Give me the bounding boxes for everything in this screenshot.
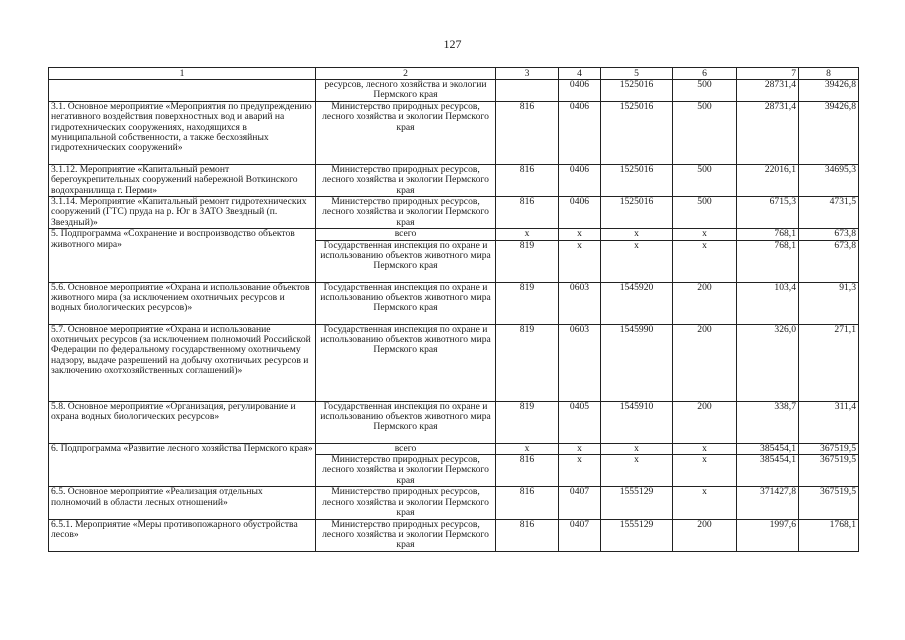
- page-number: 127: [443, 37, 462, 51]
- section-code-cell: x: [559, 240, 601, 282]
- section-code-cell: 0603: [559, 324, 601, 401]
- administrator-cell: Министерство природных ресурсов, лесного хозяйства и экологии Пермского края: [316, 197, 496, 229]
- administrator-cell: Министерство природных ресурсов, лесного хозяйства и экологии Пермского края: [316, 455, 496, 487]
- header-cell: 2: [316, 68, 496, 80]
- amount-col7-cell: 103,4: [737, 282, 799, 324]
- amount-col8-cell: 367519,5: [799, 455, 859, 487]
- section-code-cell: 0406: [559, 101, 601, 164]
- event-name-cell: 3.1.14. Мероприятие «Капитальный ремонт гидротехнических сооружений (ГТС) пруда на р. Юг в ЗАТО Звездный (п. Звездный)»: [49, 197, 316, 229]
- table-row: [49, 101, 859, 164]
- ministry-code-cell: x: [496, 229, 559, 240]
- expense-type-cell: 200: [673, 401, 737, 443]
- amount-col7-cell: 385454,1: [737, 443, 799, 454]
- target-article-cell: 1555129: [601, 487, 673, 519]
- expense-type-cell: 500: [673, 164, 737, 196]
- amount-col8-cell: 673,8: [799, 240, 859, 282]
- table-row: [49, 80, 859, 102]
- administrator-cell: Министерство природных ресурсов, лесного хозяйства и экологии Пермского края: [316, 487, 496, 519]
- table-row: [49, 401, 859, 443]
- section-code-cell: 0407: [559, 519, 601, 551]
- amount-col7-cell: 28731,4: [737, 101, 799, 164]
- ministry-code-cell: 816: [496, 164, 559, 196]
- header-cell: 7: [737, 68, 799, 80]
- ministry-code-cell: 816: [496, 487, 559, 519]
- expense-type-cell: 500: [673, 80, 737, 102]
- event-name-cell: 5.6. Основное мероприятие «Охрана и использование объектов животного мира (за исключением охотничьих ресурсов и водных биологических ресурсов)»: [49, 282, 316, 324]
- table-row: [49, 519, 859, 551]
- table-row: [49, 164, 859, 196]
- expense-type-cell: x: [673, 229, 737, 240]
- amount-col8-cell: 271,1: [799, 324, 859, 401]
- amount-col7-cell: 338,7: [737, 401, 799, 443]
- expense-type-cell: x: [673, 487, 737, 519]
- administrator-cell: Государственная инспекция по охране и использованию объектов животного мира Пермского края: [316, 240, 496, 282]
- section-code-cell: 0603: [559, 282, 601, 324]
- administrator-cell: Министерство природных ресурсов, лесного хозяйства и экологии Пермского края: [316, 101, 496, 164]
- header-cell: 8: [799, 68, 859, 80]
- amount-col7-cell: 6715,3: [737, 197, 799, 229]
- ministry-code-cell: 816: [496, 519, 559, 551]
- event-name-cell: 6. Подпрограмма «Развитие лесного хозяйства Пермского края»: [49, 443, 316, 487]
- table-row: [49, 282, 859, 324]
- amount-col8-cell: 367519,5: [799, 443, 859, 454]
- administrator-cell: Государственная инспекция по охране и использованию объектов животного мира Пермского края: [316, 282, 496, 324]
- amount-col8-cell: 39426,8: [799, 101, 859, 164]
- target-article-cell: x: [601, 455, 673, 487]
- header-cell: 6: [673, 68, 737, 80]
- header-cell: 4: [559, 68, 601, 80]
- ministry-code-cell: 816: [496, 197, 559, 229]
- table-row: [49, 229, 859, 240]
- ministry-code-cell: [496, 80, 559, 102]
- ministry-code-cell: 819: [496, 240, 559, 282]
- target-article-cell: 1525016: [601, 101, 673, 164]
- expense-type-cell: 500: [673, 197, 737, 229]
- amount-col8-cell: 34695,3: [799, 164, 859, 196]
- expense-type-cell: x: [673, 455, 737, 487]
- target-article-cell: 1545910: [601, 401, 673, 443]
- expense-type-cell: x: [673, 443, 737, 454]
- amount-col8-cell: 367519,5: [799, 487, 859, 519]
- header-row: [49, 68, 859, 80]
- target-article-cell: 1525016: [601, 80, 673, 102]
- amount-col8-cell: 39426,8: [799, 80, 859, 102]
- amount-col7-cell: 1997,6: [737, 519, 799, 551]
- table-row: [49, 443, 859, 454]
- header-cell: 5: [601, 68, 673, 80]
- target-article-cell: 1525016: [601, 197, 673, 229]
- section-code-cell: 0407: [559, 487, 601, 519]
- target-article-cell: 1555129: [601, 519, 673, 551]
- ministry-code-cell: 819: [496, 282, 559, 324]
- amount-col7-cell: 768,1: [737, 240, 799, 282]
- event-name-cell: 6.5. Основное мероприятие «Реализация отдельных полномочий в области лесных отношений»: [49, 487, 316, 519]
- table-row: [49, 487, 859, 519]
- table-row: [49, 197, 859, 229]
- section-code-cell: 0406: [559, 164, 601, 196]
- budget-table: [48, 67, 859, 552]
- amount-col8-cell: 4731,5: [799, 197, 859, 229]
- event-name-cell: 5.8. Основное мероприятие «Организация, регулирование и охрана водных биологических ресурсов»: [49, 401, 316, 443]
- expense-type-cell: 500: [673, 101, 737, 164]
- amount-col7-cell: 28731,4: [737, 80, 799, 102]
- event-name-cell: 5.7. Основное мероприятие «Охрана и использование охотничьих ресурсов (за исключением полномочий Российской Федерации по федеральному государственному охотничьему надзору, выдаче разрешений на добычу охотничьих ресурсов и заключению охотхозяйственных соглашений)»: [49, 324, 316, 401]
- expense-type-cell: 200: [673, 519, 737, 551]
- section-code-cell: x: [559, 455, 601, 487]
- section-code-cell: 0406: [559, 80, 601, 102]
- ministry-code-cell: 819: [496, 401, 559, 443]
- amount-col7-cell: 385454,1: [737, 455, 799, 487]
- administrator-cell: ресурсов, лесного хозяйства и экологии Пермского края: [316, 80, 496, 102]
- administrator-cell: Государственная инспекция по охране и использованию объектов животного мира Пермского края: [316, 401, 496, 443]
- target-article-cell: 1545990: [601, 324, 673, 401]
- target-article-cell: x: [601, 443, 673, 454]
- expense-type-cell: x: [673, 240, 737, 282]
- target-article-cell: 1525016: [601, 164, 673, 196]
- amount-col7-cell: 326,0: [737, 324, 799, 401]
- event-name-cell: 6.5.1. Мероприятие «Меры противопожарного обустройства лесов»: [49, 519, 316, 551]
- ministry-code-cell: 816: [496, 101, 559, 164]
- ministry-code-cell: 816: [496, 455, 559, 487]
- ministry-code-cell: x: [496, 443, 559, 454]
- header-cell: 3: [496, 68, 559, 80]
- expense-type-cell: 200: [673, 324, 737, 401]
- event-name-cell: 3.1. Основное мероприятие «Мероприятия по предупреждению негативного воздействия поверхностных вод и аварий на гидротехнических сооружениях, находящихся в муниципальной собственности, а также бесхозяйных гидротехнических сооружений»: [49, 101, 316, 164]
- ministry-code-cell: 819: [496, 324, 559, 401]
- event-name-cell: [49, 80, 316, 102]
- amount-col8-cell: 673,8: [799, 229, 859, 240]
- administrator-cell: всего: [316, 443, 496, 454]
- section-code-cell: x: [559, 443, 601, 454]
- amount-col8-cell: 311,4: [799, 401, 859, 443]
- amount-col7-cell: 22016,1: [737, 164, 799, 196]
- event-name-cell: 5. Подпрограмма «Сохранение и воспроизводство объектов животного мира»: [49, 229, 316, 282]
- administrator-cell: Министерство природных ресурсов, лесного хозяйства и экологии Пермского края: [316, 164, 496, 196]
- target-article-cell: x: [601, 240, 673, 282]
- amount-col8-cell: 1768,1: [799, 519, 859, 551]
- administrator-cell: Министерство природных ресурсов, лесного хозяйства и экологии Пермского края: [316, 519, 496, 551]
- header-cell: 1: [49, 68, 316, 80]
- administrator-cell: всего: [316, 229, 496, 240]
- amount-col7-cell: 371427,8: [737, 487, 799, 519]
- target-article-cell: x: [601, 229, 673, 240]
- section-code-cell: 0405: [559, 401, 601, 443]
- section-code-cell: x: [559, 229, 601, 240]
- expense-type-cell: 200: [673, 282, 737, 324]
- administrator-cell: Государственная инспекция по охране и использованию объектов животного мира Пермского края: [316, 324, 496, 401]
- section-code-cell: 0406: [559, 197, 601, 229]
- amount-col7-cell: 768,1: [737, 229, 799, 240]
- table-row: [49, 324, 859, 401]
- amount-col8-cell: 91,3: [799, 282, 859, 324]
- target-article-cell: 1545920: [601, 282, 673, 324]
- event-name-cell: 3.1.12. Мероприятие «Капитальный ремонт берегоукрепительных сооружений набережной Воткинского водохранилища г. Перми»: [49, 164, 316, 196]
